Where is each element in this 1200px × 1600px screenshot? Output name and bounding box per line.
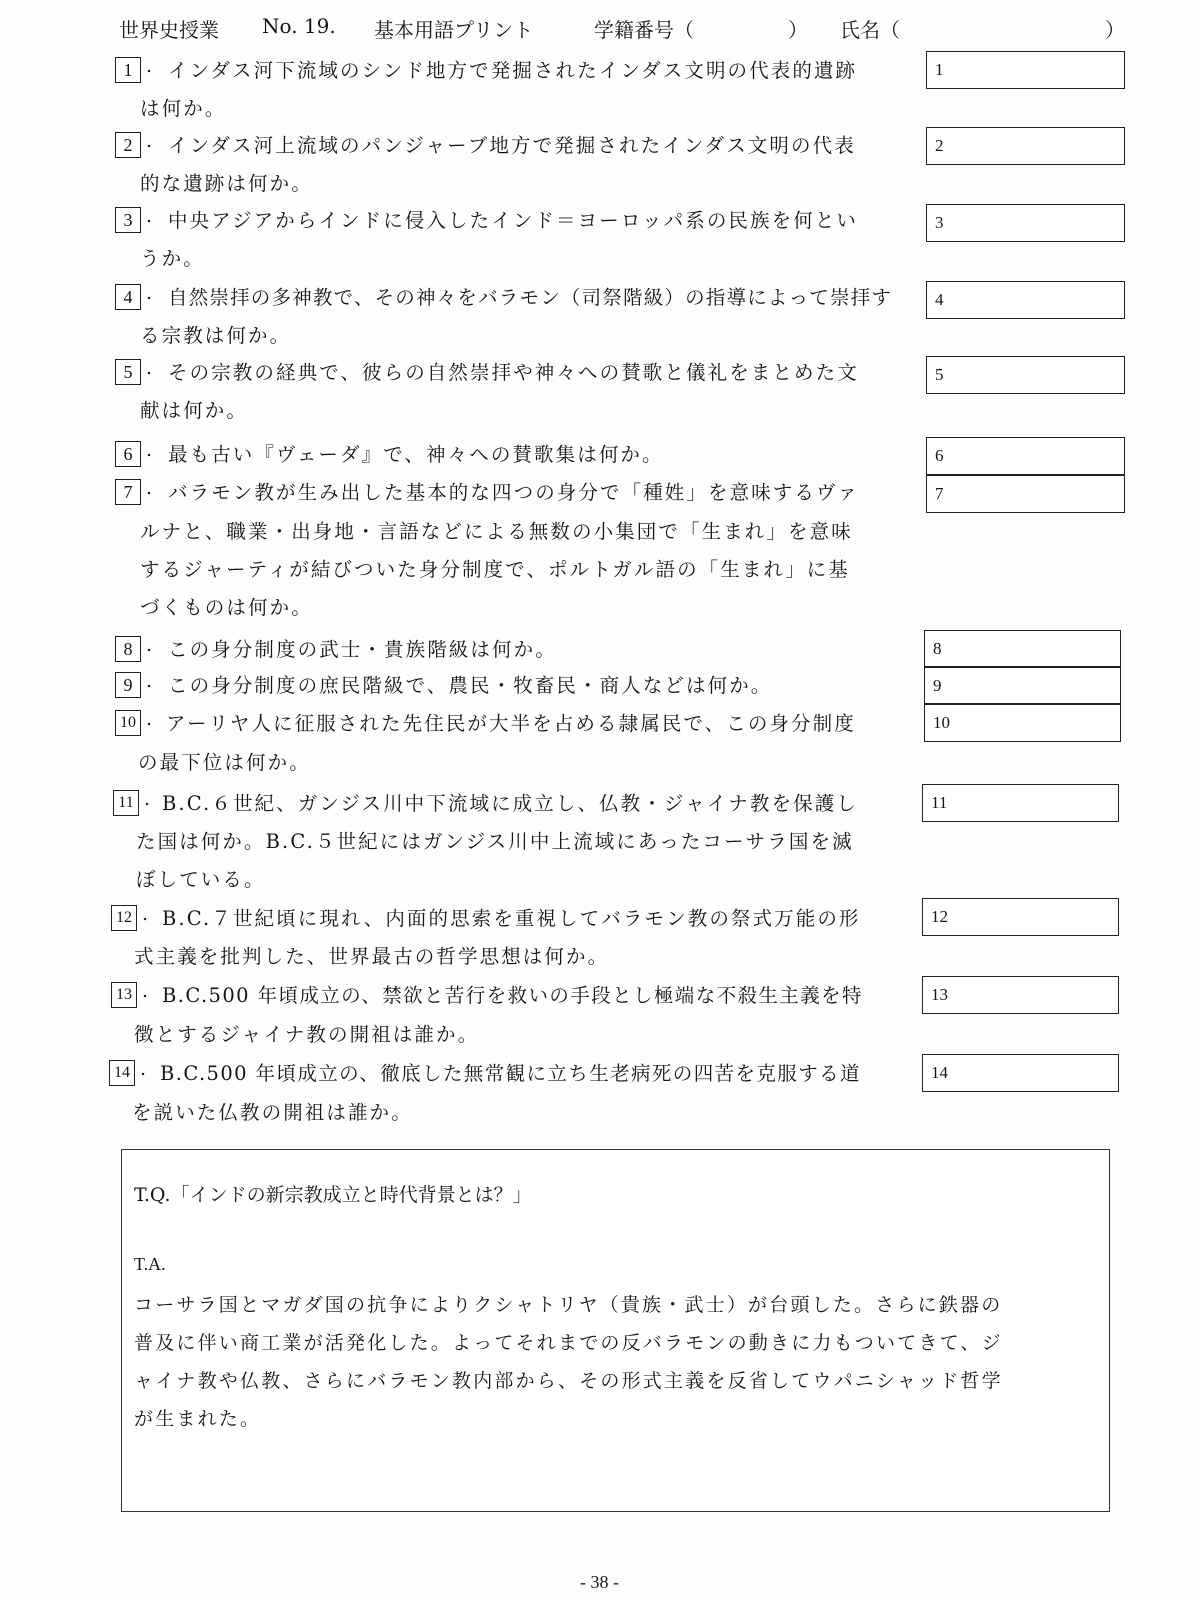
question-text: インダス河上流域のパンジャーブ地方で発掘されたインダス文明の代表	[168, 134, 856, 157]
question-text: この身分制度の庶民階級で、農民・牧畜民・商人などは何か。	[168, 674, 773, 697]
question-text: B.C.500 年頃成立の、禁欲と苦行を救いの手段とし極端な不殺生主義を特	[162, 984, 863, 1007]
question-text: B.C.６世紀、ガンジス川中下流域に成立し、仏教・ジャイナ教を保護し	[162, 792, 858, 815]
question-text: 献は何か。	[140, 399, 249, 422]
answer-field[interactable]: 1	[926, 51, 1125, 89]
question-text: 的な遺跡は何か。	[140, 172, 313, 195]
worksheet-title: 基本用語プリント	[374, 18, 534, 42]
ta-text-line: 普及に伴い商工業が活発化した。よってそれまでの反バラモンの動きに力もついてきて、ジ	[134, 1332, 1003, 1354]
question-number: 10	[115, 710, 141, 736]
question-number: 9	[115, 672, 141, 698]
question-text: ルナと、職業・出身地・言語などによる無数の小集団で「生まれ」を意味	[140, 520, 853, 543]
question-number: 12	[111, 905, 137, 931]
answer-field[interactable]: 13	[922, 976, 1119, 1014]
question-text: B.C.500 年頃成立の、徹底した無常観に立ち生老病死の四苦を克服する道	[160, 1062, 861, 1085]
question-number: 6	[115, 441, 141, 467]
question-text: 式主義を批判した、世界最古の哲学思想は何か。	[134, 945, 610, 968]
answer-field[interactable]: 6	[926, 437, 1125, 475]
question-text: ぼしている。	[136, 868, 266, 891]
question-number: 7	[115, 479, 141, 505]
answer-field[interactable]: 11	[922, 784, 1119, 822]
question-number: 4	[115, 284, 141, 310]
question-text: うか。	[140, 247, 205, 270]
answer-field[interactable]: 9	[924, 667, 1121, 704]
question-text: その宗教の経典で、彼らの自然崇拝や神々への賛歌と儀礼をまとめた文	[168, 361, 859, 384]
tq-ta-box	[121, 1149, 1110, 1512]
question-text: 中央アジアからインドに侵入したインド＝ヨーロッパ系の民族を何とい	[168, 209, 859, 232]
tq-question: T.Q.「インドの新宗教成立と時代背景とは？」	[134, 1184, 532, 1206]
ta-text-line: が生まれた。	[134, 1408, 262, 1430]
question-number: 5	[115, 359, 141, 385]
ta-text-line: コーサラ国とマガダ国の抗争によりクシャトリヤ（貴族・武士）が台頭した。さらに鉄器の	[134, 1294, 1003, 1316]
ta-label: T.A.	[134, 1254, 166, 1274]
answer-field[interactable]: 5	[926, 356, 1125, 394]
question-text: するジャーティが結びついた身分制度で、ポルトガル語の「生まれ」に基	[140, 558, 850, 581]
name-close: ）	[1105, 18, 1125, 42]
question-number: 8	[115, 636, 141, 662]
question-number: 14	[109, 1060, 135, 1086]
question-text: づくものは何か。	[140, 596, 313, 619]
question-text: の最下位は何か。	[138, 751, 311, 774]
answer-field[interactable]: 2	[926, 127, 1125, 165]
answer-field[interactable]: 3	[926, 204, 1125, 242]
answer-field[interactable]: 4	[926, 281, 1125, 319]
question-text: アーリヤ人に征服された先住民が大半を占める隷属民で、この身分制度	[166, 712, 856, 735]
question-number: 1	[115, 57, 141, 83]
question-number: 11	[113, 790, 139, 816]
student-id-close: ）	[788, 18, 808, 42]
ta-text-line: ャイナ教や仏教、さらにバラモン教内部から、その形式主義を反省してウパニシャッド哲学	[134, 1370, 1003, 1392]
question-text: 最も古い『ヴェーダ』で、神々への賛歌集は何か。	[168, 443, 664, 466]
question-text: B.C.７世紀頃に現れ、内面的思索を重視してバラモン教の祭式万能の形	[162, 907, 861, 930]
page-number: - 38 -	[580, 1572, 619, 1592]
question-text: た国は何か。B.C.５世紀にはガンジス川中上流域にあったコーサラ国を滅	[136, 830, 854, 853]
question-number: 3	[115, 207, 141, 233]
question-text: インダス河下流域のシンド地方で発掘されたインダス文明の代表的遺跡	[168, 59, 858, 82]
answer-field[interactable]: 8	[924, 630, 1121, 667]
question-text: は何か。	[140, 97, 227, 120]
question-number: 2	[115, 132, 141, 158]
answer-field[interactable]: 10	[924, 704, 1121, 742]
question-text: バラモン教が生み出した基本的な四つの身分で「種姓」を意味するヴァ	[168, 481, 860, 504]
student-id-label: 学籍番号（	[594, 18, 694, 42]
question-text: 自然崇拝の多神教で、その神々をバラモン（司祭階級）の指導によって崇拝す	[168, 286, 893, 309]
question-text: を説いた仏教の開祖は誰か。	[132, 1101, 413, 1124]
question-text: る宗教は何か。	[140, 324, 292, 347]
answer-field[interactable]: 12	[922, 898, 1119, 936]
answer-field[interactable]: 7	[926, 475, 1125, 513]
question-text: この身分制度の武士・貴族階級は何か。	[168, 638, 557, 661]
name-label: 氏名（	[840, 18, 900, 42]
answer-field[interactable]: 14	[922, 1054, 1119, 1092]
worksheet-number: No. 19.	[262, 14, 336, 38]
question-number: 13	[111, 982, 137, 1008]
question-text: 徴とするジャイナ教の開祖は誰か。	[134, 1023, 480, 1046]
course-title: 世界史授業	[119, 18, 219, 42]
